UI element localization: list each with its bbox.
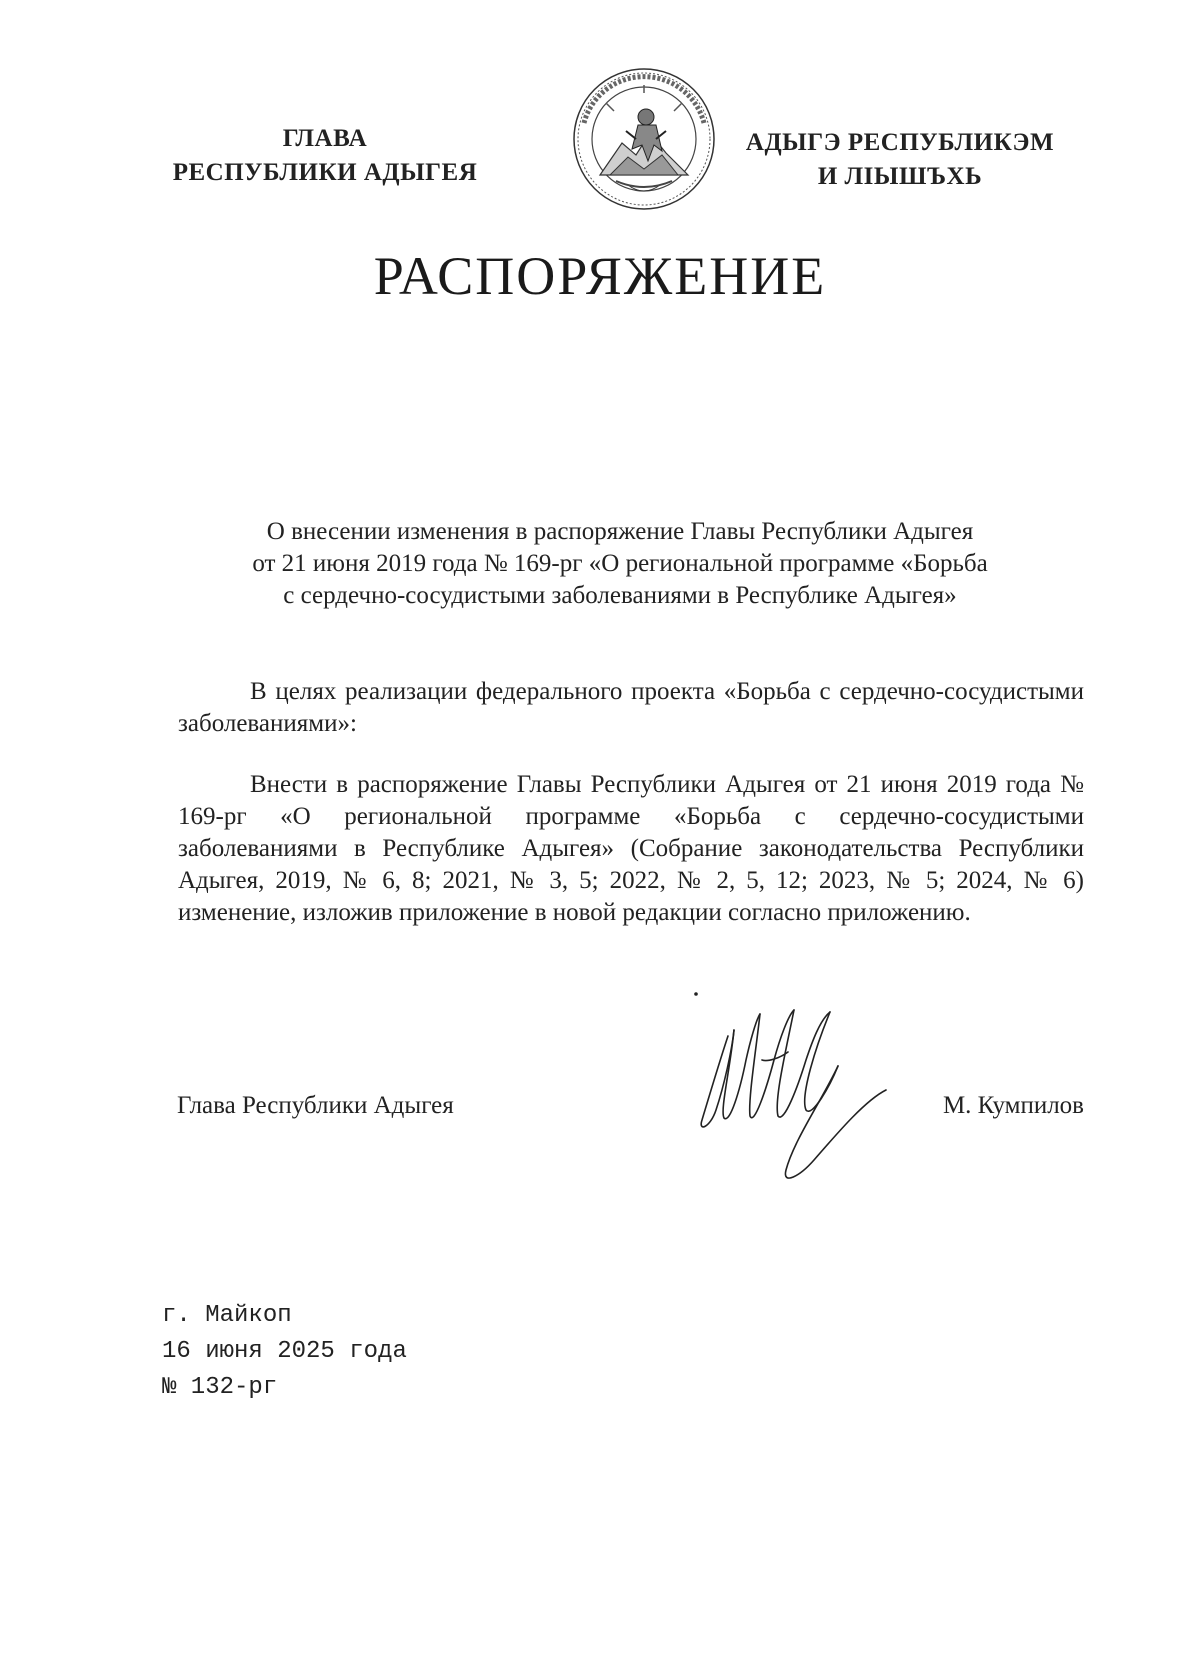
header-right-line1: АДЫГЭ РЕСПУБЛИКЭМ: [745, 129, 1055, 156]
document-city: г. Майкоп: [162, 1302, 292, 1329]
document-date: 16 июня 2025 года: [162, 1338, 407, 1365]
coat-of-arms-icon: [570, 65, 718, 213]
header-right-line2: И ЛІЫШЪХЬ: [817, 163, 983, 190]
header-left-line1: ГЛАВА: [282, 125, 368, 152]
signatory-role: Глава Республики Адыгея: [177, 1092, 454, 1119]
header-left-line2: РЕСПУБЛИКИ АДЫГЕЯ: [172, 159, 478, 186]
subject-line: с сердечно-сосудистыми заболеваниями в Республике Адыгея»: [283, 582, 957, 609]
signatory-name: М. Кумпилов: [942, 1092, 1084, 1119]
subject-line: О внесении изменения в распоряжение Главы Республики Адыгея: [266, 518, 974, 545]
subject-line: от 21 июня 2019 года № 169-рг «О региональной программе «Борьба: [252, 550, 988, 577]
document-number: № 132-рг: [162, 1374, 278, 1401]
document-title: РАСПОРЯЖЕНИЕ: [373, 246, 827, 306]
header-right: [730, 126, 1070, 194]
body-paragraph-2: Внести в распоряжение Главы Республики Адыгея от 21 июня 2019 года № 169-рг «О региональной программе «Борьба с сердечно-сосудистыми заболеваниями в Республике Адыгея» (Собрание законодательства Республики Адыгея, 2019, № 6, 8; 2021, № 3, 5; 2022, № 2, 5, 12; 2023, № 5; 2024, № 6) изменение, изложив приложение в новой редакции согласно приложению.: [178, 771, 1084, 926]
handwritten-signature-icon: [690, 990, 920, 1220]
body-paragraph-1: В целях реализации федерального проекта «Борьба с сердечно-сосудистыми заболеваниями»:: [178, 678, 1084, 737]
header-left: [165, 122, 485, 190]
document-subject: [170, 516, 1070, 612]
